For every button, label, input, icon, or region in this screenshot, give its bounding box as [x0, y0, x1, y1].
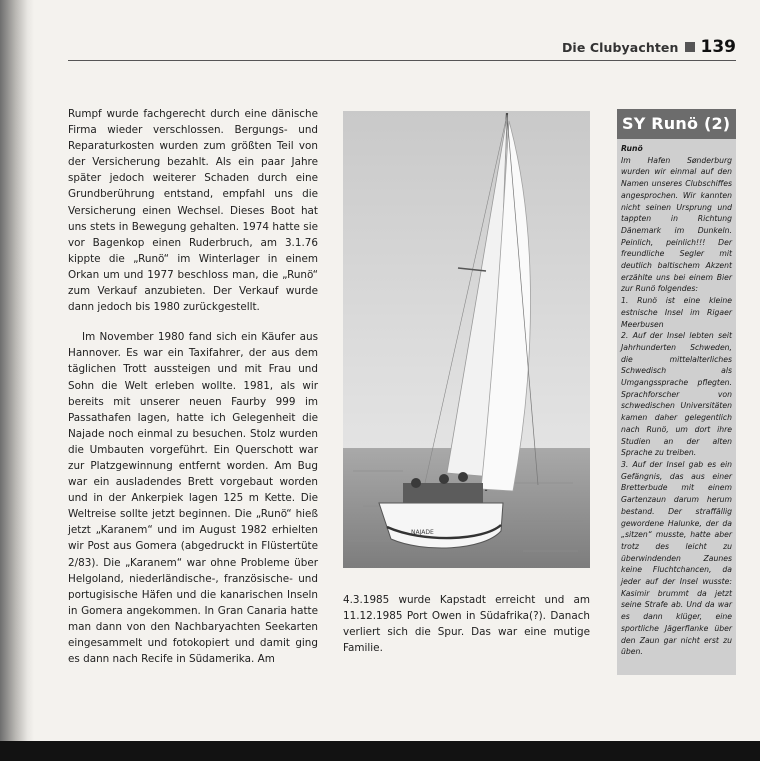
page-gutter-shadow: [0, 0, 34, 741]
sidebar-box: [617, 109, 736, 675]
left-text-column: [68, 106, 318, 667]
running-header: [562, 36, 736, 58]
left-paragraph-2: Im November 1980 fand sich ein Käufer aus Hannover. Es war ein Taxifahrer, der aus dem täglichen Trott aussteigen und mit Frau und Sohn die Welt erleben wollte. 1981, als wir bereits mit unserer neuen Faurby 999 im Passathafen lagen, hatte ich Gelegenheit die Najade noch einmal zu besuchen. Stolz wurden die Umbauten vorgeführt. Ein Querschott war zur Platzgewinnung entfernt worden. Am Bug war ein ausladendes Brett vorgebaut worden und in der Ankerpiek lagen 125 m Kette. Die Weltreise sollte jetzt beginnen. Die „Runö“ hieß jetzt „Karanem“ und im August 1982 erhielten wir Post aus Gomera (abgedruckt in Flüstertüte 2/83). Die „Karanem“ war ohne Probleme über Helgoland, niederländische-, französische- und portugisische Häfen und die kanarischen Inseln in Gomera angekommen. In Gran Canaria hatte man dann von den Nachbaryachten Seekarten eingesammelt und fotokopiert und damit ging es dann nach Recife in Südamerika. Am: [68, 331, 318, 666]
crew-member: [439, 474, 449, 484]
sidebar-paragraph-1: Im Hafen Sønderburg wurden wir einmal auf den Namen unseres Clubschiffes angesprochen. Wir kannten nicht seinen Ursprung und tappten in Richtung Dänemark im Dunkeln. Peinlich, peinlich!!! Der freundliche Segler mit deutlich baltischem Akzent erzählte uns bei einem Bier zur Runö folgendes:: [621, 155, 732, 294]
sidebar-heading: Runö: [621, 144, 643, 153]
header-rule: [68, 60, 736, 61]
sidebar-body: [617, 139, 736, 658]
middle-text-paragraph: 4.3.1985 wurde Kapstadt erreicht und am 11.12.1985 Port Owen in Südafrika(?). Danach verliert sich die Spur. Das war eine mutige Familie.: [343, 594, 590, 655]
page-number: 139: [700, 37, 736, 57]
left-paragraph-1: Rumpf wurde fachgerecht durch eine dänische Firma wieder verschlossen. Bergungs- und Reparaturkosten wurden zum größten Teil von der Versicherung bezahlt. Als ein paar Jahre später jedoch weiterer Schaden durch eine Grundberührung entstand, empfahl uns die Versicherung einen Wechsel. Dieses Boot hat uns stets in Bewegung gehalten. 1974 hatte sie vor Bagenkop einen Ruderbruch, am 3.1.76 kippte die „Runö“ im Winterlager in einem Orkan um und 1977 beschloss man, die „Runö“ zum Verkauf anzubieten. Der Verkauf wurde dann jedoch bis 1980 zurückgestellt.: [68, 108, 318, 314]
sidebar-title: SY Runö (2): [617, 109, 736, 139]
crew-member: [411, 478, 421, 488]
running-header-title: Die Clubyachten: [561, 39, 679, 55]
header-square-icon: [685, 42, 695, 52]
sidebar-paragraph-2: 1. Runö ist eine kleine estnische Insel im Rigaer Meerbusen: [621, 296, 732, 329]
sailboat-photo: [343, 111, 590, 568]
sailboat-illustration: [343, 111, 590, 568]
hull-lettering: NAJADE: [411, 529, 434, 536]
hull: [379, 503, 503, 548]
scan-bottom-edge: [0, 741, 760, 761]
crew-member: [458, 472, 468, 482]
sidebar-paragraph-4: 3. Auf der Insel gab es ein Gefängnis, das aus einer Bretterbude mit einem Gartenzaun darum herum bestand. Der straffällig gewordene Halunke, der da „sitzen“ musste, hatte aber trotz des leicht zu überwindenden Zaunes keine Fluchtchancen, da jeder auf der Insel wusste: Kasimir brummt da jetzt seine Strafe ab. Und da war es dann klüger, eine sportliche Jägerflanke über den Zaun gar nicht erst zu üben.: [621, 459, 732, 657]
sidebar-paragraph-3: 2. Auf der Insel lebten seit Jahrhunderten Schweden, die mittelalterliches Schwedisch als Umgangssprache pflegten. Sprachforscher von schwedischen Universitäten kamen daher gelegentlich nach Runö, um dort ihre Studien an der alten Sprache zu treiben.: [621, 331, 732, 458]
